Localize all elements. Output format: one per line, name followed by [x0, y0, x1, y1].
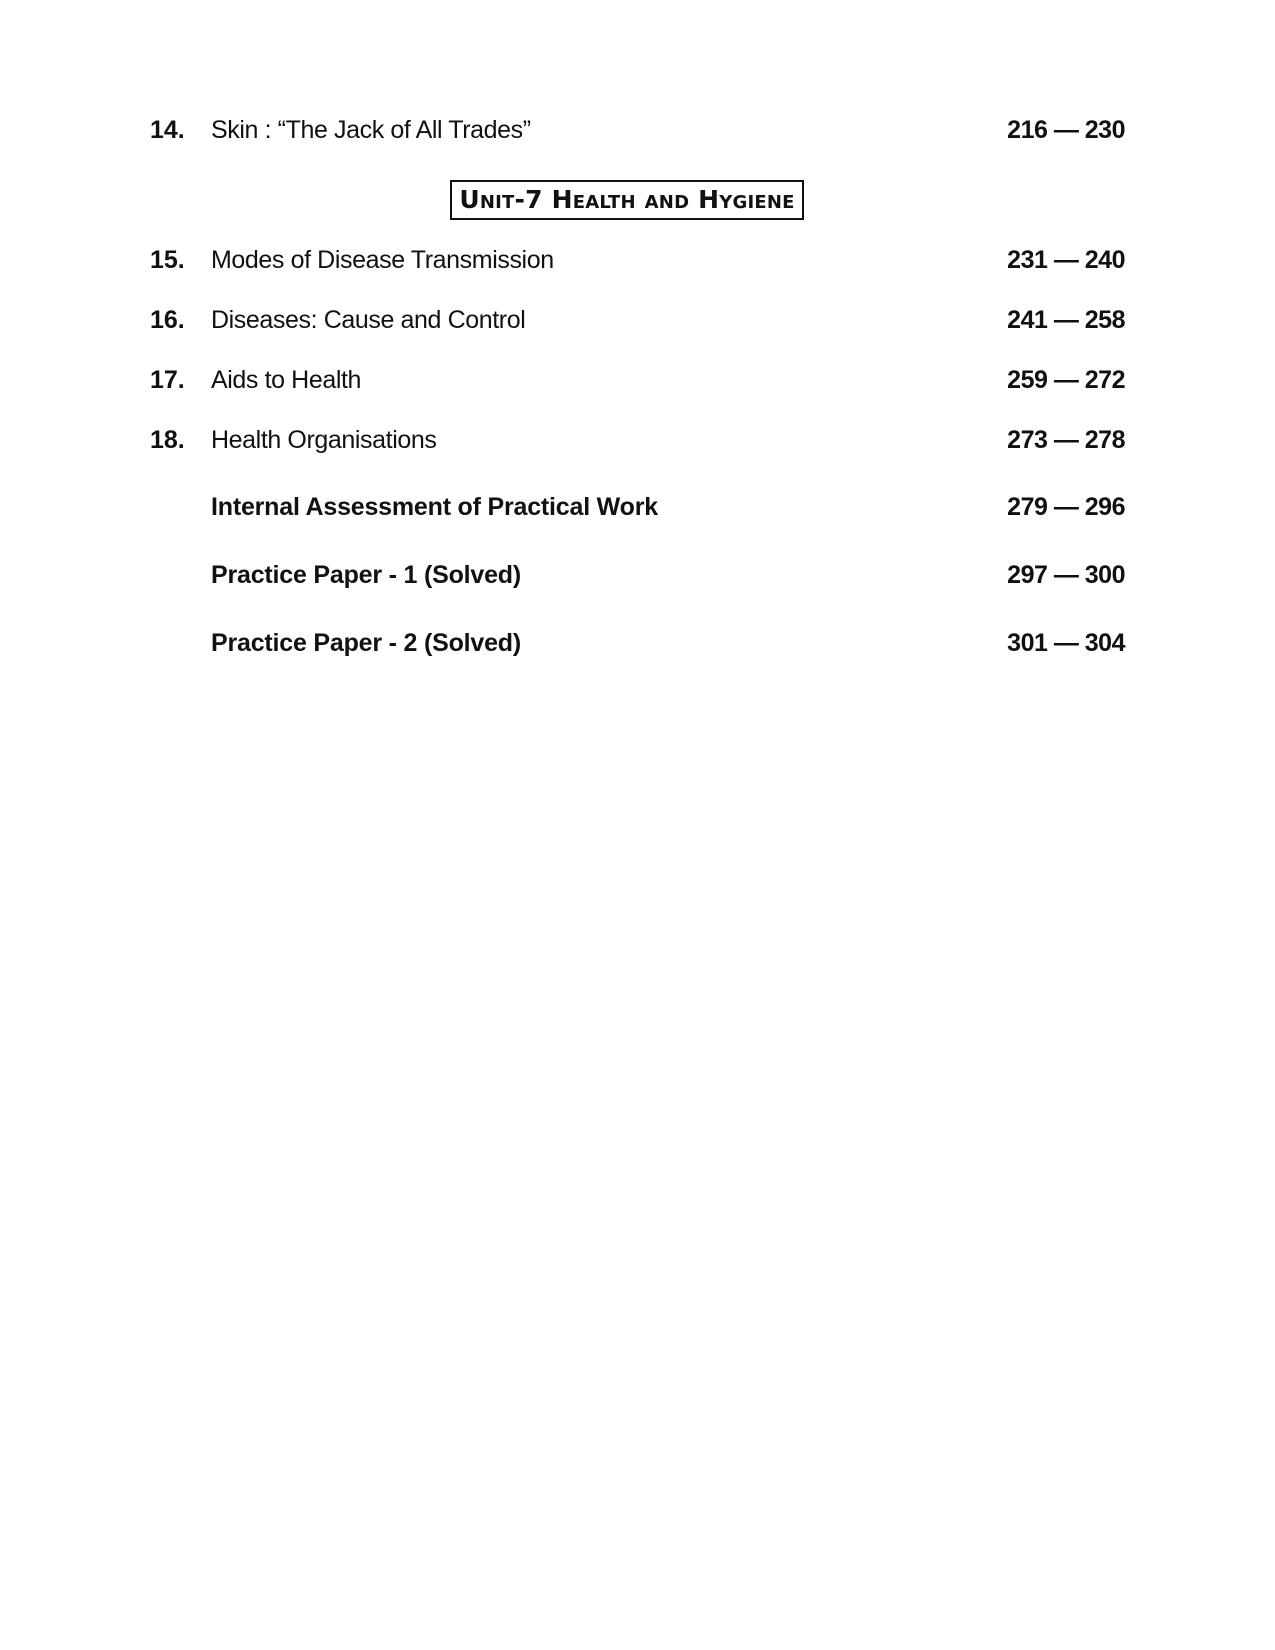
- chapter-number: 17.: [150, 366, 185, 394]
- toc-entry-16: [150, 300, 1125, 340]
- toc-entry-18: [150, 420, 1125, 460]
- chapter-title: Health Organisations: [211, 426, 437, 454]
- chapter-title: Diseases: Cause and Control: [211, 306, 526, 334]
- page-range: 241 — 258: [1007, 306, 1125, 334]
- section-title: Practice Paper - 2 (Solved): [211, 629, 522, 657]
- toc-entry-practice-paper-1: [150, 555, 1125, 595]
- page-range: 301 — 304: [1007, 629, 1125, 657]
- chapter-number: 14.: [150, 116, 185, 144]
- section-title: Practice Paper - 1 (Solved): [211, 561, 522, 589]
- toc-entry-internal-assessment: [150, 487, 1125, 527]
- chapter-title: Aids to Health: [211, 366, 362, 394]
- chapter-number: 15.: [150, 246, 185, 274]
- toc-entry-practice-paper-2: [150, 623, 1125, 663]
- page-range: 273 — 278: [1007, 426, 1125, 454]
- unit-heading: Unit-7 Health and Hygiene: [450, 180, 804, 220]
- chapter-number: 18.: [150, 426, 185, 454]
- page-range: 216 — 230: [1007, 116, 1125, 144]
- toc-entry-14: [150, 110, 1125, 150]
- toc-entry-17: [150, 360, 1125, 400]
- chapter-title: Modes of Disease Transmission: [211, 246, 554, 274]
- page-range: 231 — 240: [1007, 246, 1125, 274]
- chapter-title: Skin : “The Jack of All Trades”: [211, 116, 531, 144]
- toc-entry-15: [150, 240, 1125, 280]
- page-range: 279 — 296: [1007, 493, 1125, 521]
- chapter-number: 16.: [150, 306, 185, 334]
- page-range: 297 — 300: [1007, 561, 1125, 589]
- section-title: Internal Assessment of Practical Work: [211, 493, 658, 521]
- page-range: 259 — 272: [1007, 366, 1125, 394]
